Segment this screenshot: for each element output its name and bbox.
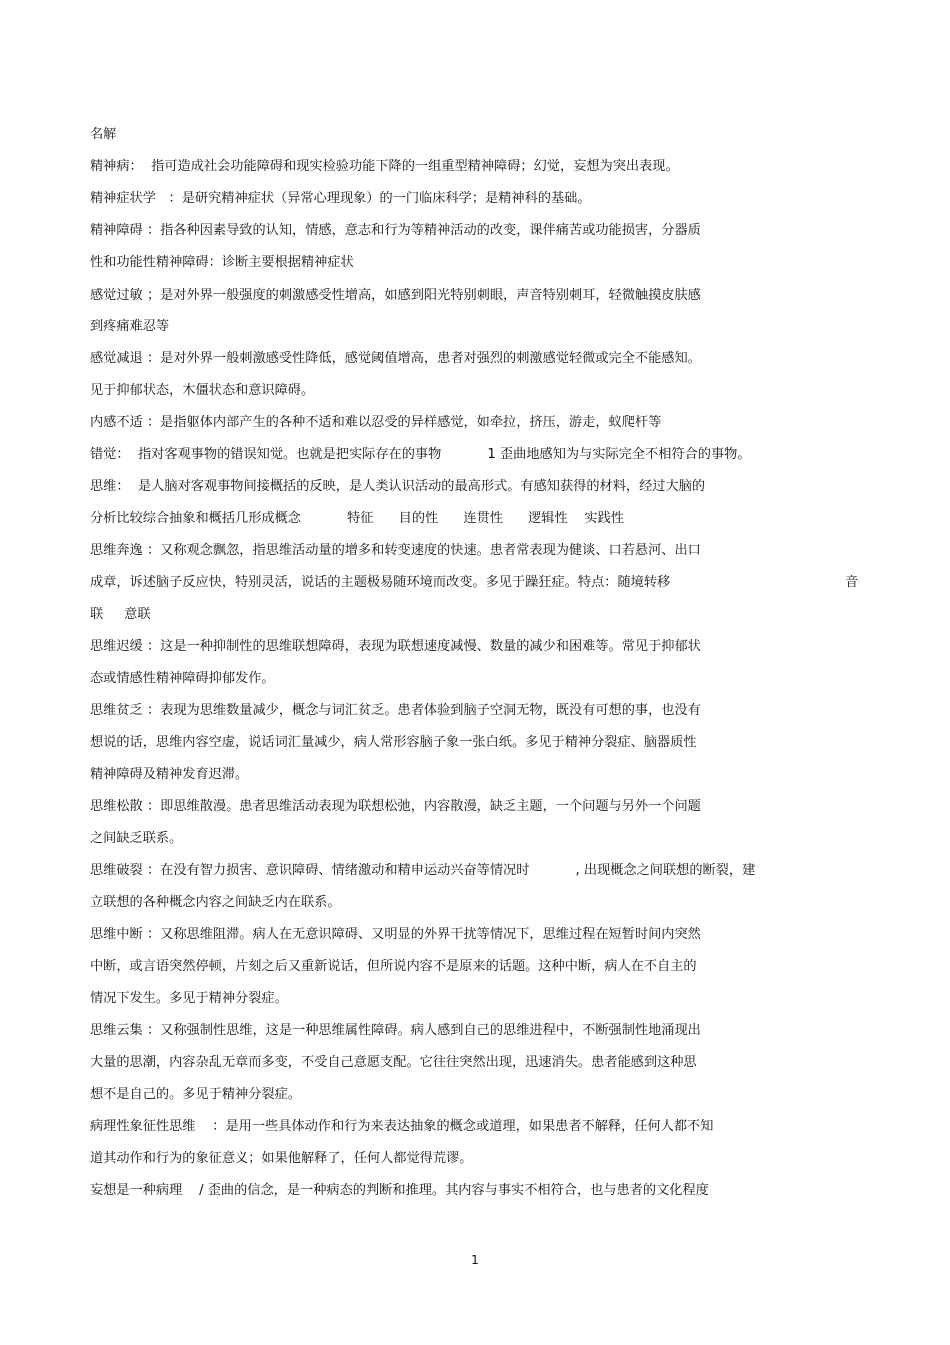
text-line: 病理性象征性思维 ：是用一些具体动作和行为来表达抽象的概念或道理，如果患者不解释，任何人都不知 <box>90 1119 714 1134</box>
text-line: 性和功能性精神障碍：诊断主要根据精神症状 <box>90 255 354 270</box>
side-word: 音 <box>845 575 859 590</box>
text-line: 想说的话，思维内容空虚，说话词汇量减少，病人常形容脑子象一张白纸。多见于精神分裂症、脑器质性 <box>90 735 697 750</box>
text-line: 内感不适 ：是指躯体内部产生的各种不适和难以忍受的异样感觉，如牵拉，挤压，游走，蚁爬杆等 <box>90 415 662 430</box>
text-line: 妄想是一种病理 / 歪曲的信念，是一种病态的判断和推理。其内容与事实不相符合，也与患者的文化程度 <box>90 1183 709 1198</box>
text-line: 思维破裂 ：在没有智力损害、意识障碍、情绪激动和精申运动兴奋等情况时 , 出现概念之间联想的断裂，建 <box>90 863 756 878</box>
section-heading: 名解 <box>90 127 117 142</box>
text-line: 联 意联 <box>90 607 151 622</box>
text-line: 之间缺乏联系。 <box>90 831 183 846</box>
text-line: 思维云集 ：又称强制性思维，这是一种思维属性障碍。病人感到自己的思维进程中，不断强制性地涌现出 <box>90 1023 701 1038</box>
text-line: 精神障碍 ：指各种因素导致的认知，情感，意志和行为等精神活动的改变，课伴痛苦或功能损害，分器质 <box>90 223 701 238</box>
text-line: 情况下发生。多见于精神分裂症。 <box>90 991 288 1006</box>
text-line: 中断，或言语突然停顿，片刻之后又重新说话，但所说内容不是原来的话题。这种中断，病人在不自主的 <box>90 959 697 974</box>
text-line: 思维松散 ：即思维散漫。患者思维活动表现为联想松弛，内容散漫，缺乏主题，一个问题与另外一个问题 <box>90 799 701 814</box>
text-line: 见于抑郁状态，木僵状态和意识障碍。 <box>90 383 315 398</box>
text-line: 立联想的各种概念内容之间缺乏内在联系。 <box>90 895 341 910</box>
text-line: 感觉减退 ：是对外界一般刺激感受性降低，感觉阈值增高，患者对强烈的刺激感觉轻微或完全不能感知。 <box>90 351 701 366</box>
text-line: 精神病： 指可造成社会功能障碍和现实检验功能下降的一组重型精神障碍；幻觉，妄想为突出表现。 <box>90 159 679 174</box>
text-line: 想不是自己的。多见于精神分裂症。 <box>90 1087 301 1102</box>
text-line: 思维中断 ：又称思维阻滞。病人在无意识障碍、又明显的外界干扰等情况下，思维过程在短暂时间内突然 <box>90 927 701 942</box>
text-line: 态或情感性精神障碍抑郁发作。 <box>90 671 275 686</box>
text-line: 思维奔逸 ：又称观念飘忽，指思维活动量的增多和转变速度的快速。患者常表现为健谈、口若悬河、出口 <box>90 543 701 558</box>
text-line: 精神症状学 ：是研究精神症状（异常心理现象）的一门临床科学；是精神科的基础。 <box>90 191 591 206</box>
text-line: 思维贫乏 ：表现为思维数量减少，概念与词汇贫乏。患者体验到脑子空洞无物，既没有可想的事，也没有 <box>90 703 701 718</box>
text-line: 思维迟缓 ：这是一种抑制性的思维联想障碍，表现为联想速度减慢、数量的减少和困难等。常见于抑郁状 <box>90 639 701 654</box>
text-line: 大量的思潮，内容杂乱无章而多变，不受自己意愿支配。它往往突然出现，迅速消失。患者能感到这种思 <box>90 1055 697 1070</box>
page-number: 1 <box>471 1253 479 1267</box>
text-line: 到疼痛难忍等 <box>90 319 170 334</box>
text-line: 错觉： 指对客观事物的错误知觉。也就是把实际存在的事物 1 歪曲地感知为与实际完全不相符合的事物。 <box>90 447 751 462</box>
text-line: 成章，诉述脑子反应快，特别灵活，说话的主题极易随环境而改变。多见于躁狂症。特点：随境转移 <box>90 575 671 590</box>
text-line: 思维： 是人脑对客观事物间接概括的反映，是人类认识活动的最高形式。有感知获得的材料，经过大脑的 <box>90 479 706 494</box>
text-line: 道其动作和行为的象征意义；如果他解释了，任何人都觉得荒谬。 <box>90 1151 473 1166</box>
text-line: 感觉过敏 ；是对外界一般强度的刺激感受性增高，如感到阳光特别刺眼，声音特别刺耳，轻微触摸皮肤感 <box>90 288 701 303</box>
text-line: 精神障碍及精神发育迟滞。 <box>90 767 249 782</box>
text-line: 分析比较综合抽象和概括几形成概念 特征 目的性 连贯性 逻辑性 实践性 <box>90 511 624 526</box>
